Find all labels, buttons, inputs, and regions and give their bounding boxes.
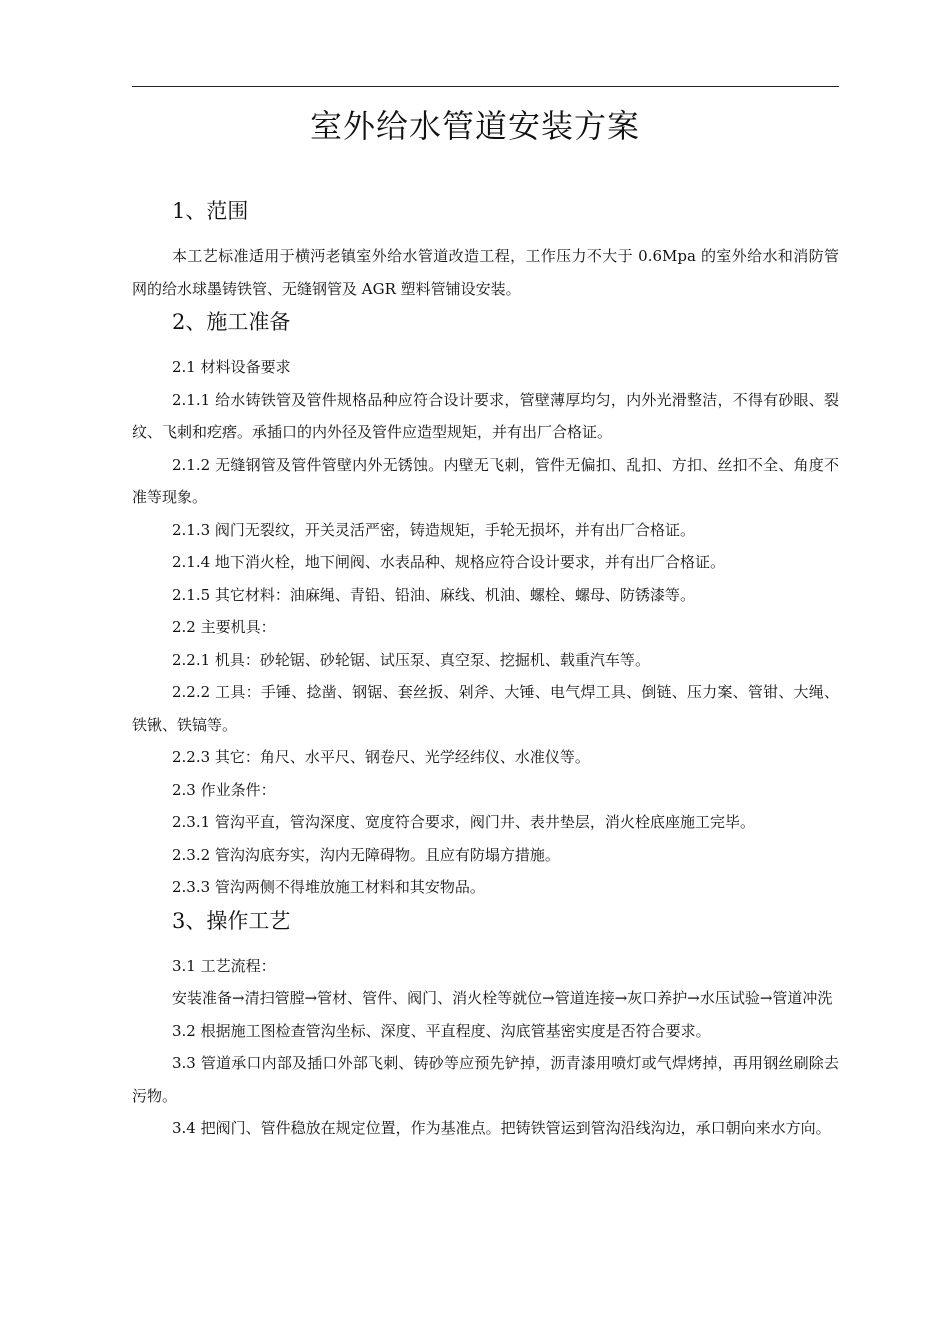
paragraph: 2.1.1 给水铸铁管及管件规格品种应符合设计要求，管壁薄厚均匀，内外光滑整洁，不得有砂眼、裂纹、飞刺和疙瘩。承插口的内外径及管件应造型规矩，并有出厂合格证。 xyxy=(132,390,839,441)
paragraph: 2.1.5 其它材料：油麻绳、青铅、铅油、麻线、机油、螺栓、螺母、防锈漆等。 xyxy=(172,585,695,604)
paragraph: 3.2 根据施工图检查管沟坐标、深度、平直程度、沟底管基密实度是否符合要求。 xyxy=(172,1021,711,1040)
paragraph: 3.4 把阀门、管件稳放在规定位置，作为基准点。把铸铁管运到管沟沿线沟边，承口朝向来水方向。 xyxy=(172,1119,831,1137)
section-operation-process xyxy=(132,904,839,1145)
header-rule xyxy=(132,86,839,87)
paragraph: 安装准备→清扫管膛→管材、管件、阀门、消火栓等就位→管道连接→灰口养护→水压试验→管道冲洗 xyxy=(172,989,833,1007)
paragraph: 2.3.1 管沟平直，管沟深度、宽度符合要求，阀门井、表井垫层，消火栓底座施工完毕。 xyxy=(172,813,755,831)
spacer xyxy=(132,339,839,351)
paragraph: 本工艺标准适用于横沔老镇室外给水管道改造工程，工作压力不大于 0.6Mpa 的室外给水和消防管网的给水球墨铸铁管、无缝钢管及 AGR 塑料管铺设安装。 xyxy=(132,247,839,298)
paragraph: 2.2 主要机具： xyxy=(172,618,276,636)
paragraph: 3.1 工艺流程： xyxy=(172,956,276,975)
paragraph: 3.3 管道承口内部及插口外部飞刺、铸砂等应预先铲掉，沥青漆用喷灯或气焊烤掉，再用钢丝刷除去污物。 xyxy=(132,1054,839,1105)
document-body xyxy=(132,194,839,1145)
paragraph: 2.1.3 阀门无裂纹，开关灵活严密，铸造规矩，手轮无损坏，并有出厂合格证。 xyxy=(172,520,695,539)
section-preparation xyxy=(132,305,839,904)
paragraph: 2.1.2 无缝钢管及管件管壁内外无锈蚀。内壁无飞刺，管件无偏扣、乱扣、方扣、丝扣不全、角度不准等现象。 xyxy=(132,455,839,506)
document-title: 室外给水管道安装方案 xyxy=(309,107,640,145)
paragraph: 2.2.2 工具：手锤、捻凿、钢锯、套丝扳、剁斧、大锤、电气焊工具、倒链、压力案、管钳、大绳、铁锹、铁镐等。 xyxy=(132,683,839,734)
paragraph: 2.2.3 其它：角尺、水平尺、钢卷尺、光学经纬仪、水准仪等。 xyxy=(172,748,590,766)
paragraph: 2.3.2 管沟沟底夯实，沟内无障碍物。且应有防塌方措施。 xyxy=(172,845,560,864)
section-heading: 2、施工准备 xyxy=(172,310,291,334)
paragraph: 2.2.1 机具：砂轮锯、砂轮锯、试压泵、真空泵、挖掘机、载重汽车等。 xyxy=(172,650,650,669)
section-scope xyxy=(132,194,839,305)
paragraph: 2.1.4 地下消火栓，地下闸阀、水表品种、规格应符合设计要求，并有出厂合格证。 xyxy=(172,553,725,571)
spacer xyxy=(132,938,839,950)
spacer xyxy=(132,228,839,240)
section-heading: 1、范围 xyxy=(172,199,249,223)
paragraph: 2.1 材料设备要求 xyxy=(172,358,291,376)
paragraph: 2.3 作业条件： xyxy=(172,780,276,799)
paragraph: 2.3.3 管沟两侧不得堆放施工材料和其安物品。 xyxy=(172,878,485,896)
section-heading: 3、操作工艺 xyxy=(172,908,291,933)
